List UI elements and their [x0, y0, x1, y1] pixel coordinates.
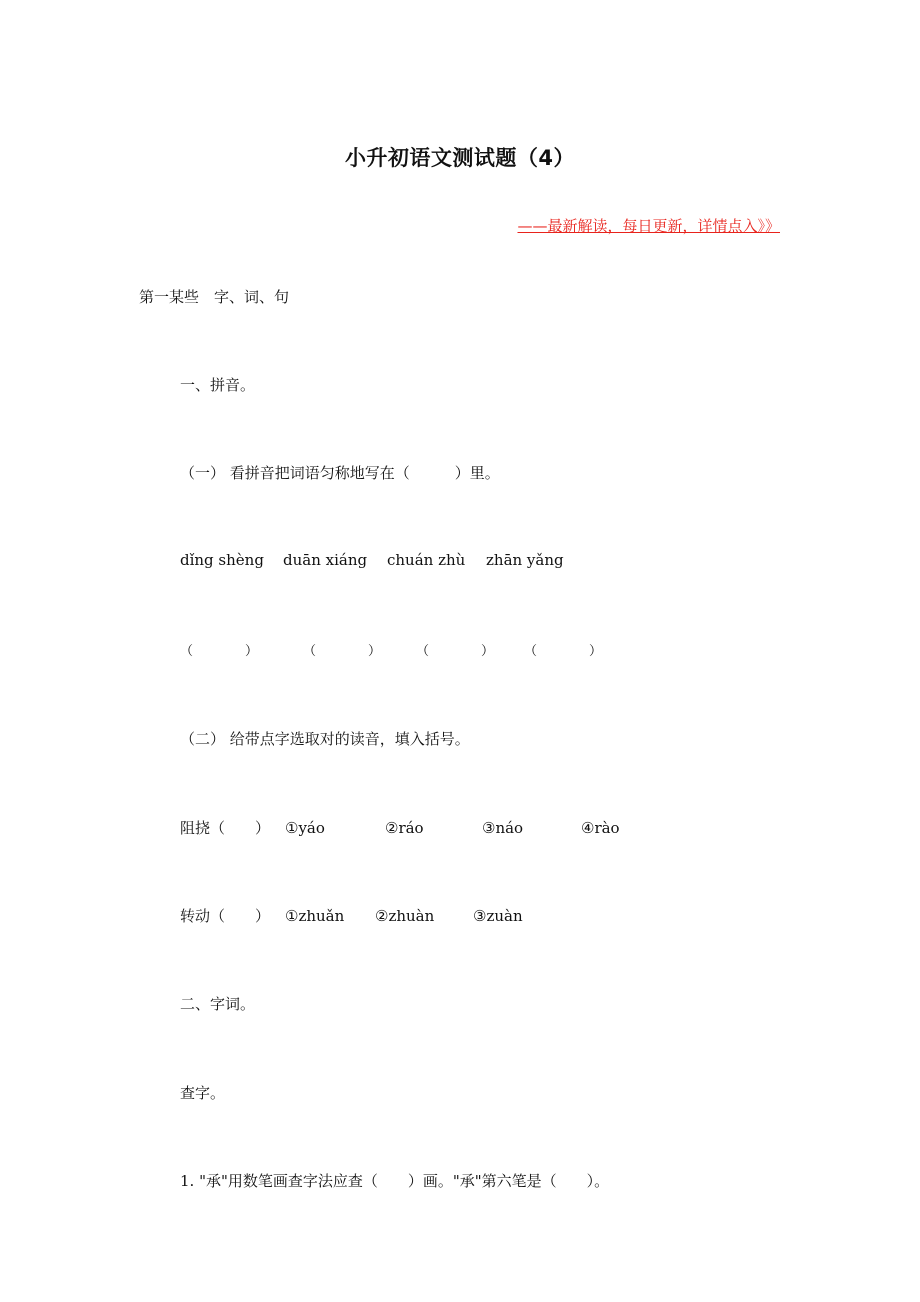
latest-news-link[interactable]: ——最新解读，每日更新，详情点入》》: [517, 217, 780, 235]
pinyin-word: zhān yǎng: [486, 551, 564, 569]
reading-option: ①yáo: [285, 819, 325, 837]
section2-heading: 二、字词。: [180, 995, 256, 1013]
reading-option: ②zhuàn: [375, 907, 435, 925]
sub2-instruction: （二） 给带点字选取对的读音，填入括号。: [180, 730, 470, 748]
question-word: 阻挠（ ）: [180, 819, 271, 837]
answer-blank[interactable]: （ ）: [180, 644, 259, 659]
part-heading: 第一某些 字、词、句: [139, 288, 290, 306]
answer-blank[interactable]: （ ）: [416, 644, 495, 659]
document-title: 小升初语文测试题（4）: [344, 146, 576, 170]
pinyin-word: duān xiáng: [283, 551, 368, 569]
question-zhuan: [180, 905, 523, 926]
pinyin-word: chuán zhù: [387, 551, 466, 569]
reading-option: ③náo: [482, 819, 524, 837]
pinyin-row: [180, 551, 564, 569]
sub1-instruction: （一） 看拼音把词语匀称地写在（ ）里。: [180, 464, 500, 482]
reading-option: ③zuàn: [473, 907, 523, 925]
section1-heading: 一、拼音。: [180, 376, 256, 394]
answer-blank[interactable]: （ ）: [524, 644, 603, 659]
blank-row: [180, 640, 602, 659]
reading-option: ①zhuǎn: [285, 907, 345, 925]
reading-option: ②ráo: [385, 819, 424, 837]
pinyin-word: dǐng shèng: [180, 551, 264, 569]
answer-blank[interactable]: （ ）: [303, 644, 382, 659]
question-word: 转动（ ）: [180, 907, 271, 925]
question-1: 1. "承"用数笔画查字法应查（ ）画。"承"第六笔是（ ）。: [180, 1172, 610, 1190]
reading-option: ④rào: [581, 819, 620, 837]
lookup-heading: 查字。: [180, 1084, 226, 1102]
question-raonao: [180, 817, 620, 838]
